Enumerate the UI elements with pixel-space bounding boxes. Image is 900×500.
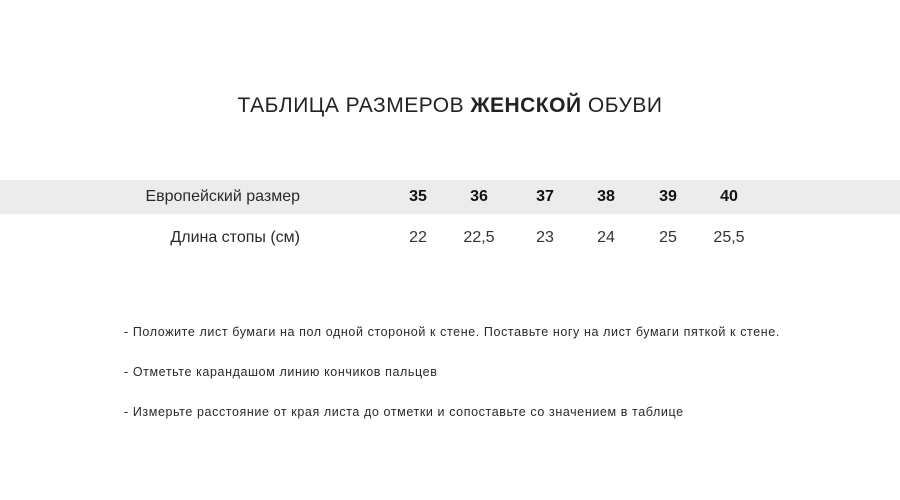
length-cell: 25,5 [713,229,745,246]
title-emphasis: ЖЕНСКОЙ [470,94,582,118]
length-cell: 25 [659,229,677,246]
size-cell: 37 [536,188,554,205]
size-row-label: Европейский размер [145,188,300,205]
page-title [0,94,900,118]
size-header-row [0,180,900,214]
size-cell: 39 [659,188,677,205]
title-suffix: ОБУВИ [581,94,663,118]
foot-length-row [0,221,900,255]
title-prefix: ТАБЛИЦА РАЗМЕРОВ [237,94,471,118]
instruction-item: - Отметьте карандашом линию кончиков пальцев [124,365,438,379]
length-cell: 23 [536,229,554,246]
size-cell: 36 [470,188,488,205]
instruction-item: - Положите лист бумаги на пол одной стороной к стене. Поставьте ногу на лист бумаги пяткой к стене. [124,325,780,339]
instruction-item: - Измерьте расстояние от края листа до отметки и сопоставьте со значением в таблице [124,405,684,419]
size-cell: 40 [720,188,738,205]
size-cell: 35 [409,188,427,205]
length-cell: 22 [409,229,427,246]
size-cell: 38 [597,188,615,205]
length-cell: 22,5 [463,229,495,246]
measurement-instructions [124,323,780,443]
length-cell: 24 [597,229,615,246]
foot-length-row-label: Длина стопы (см) [170,229,300,246]
